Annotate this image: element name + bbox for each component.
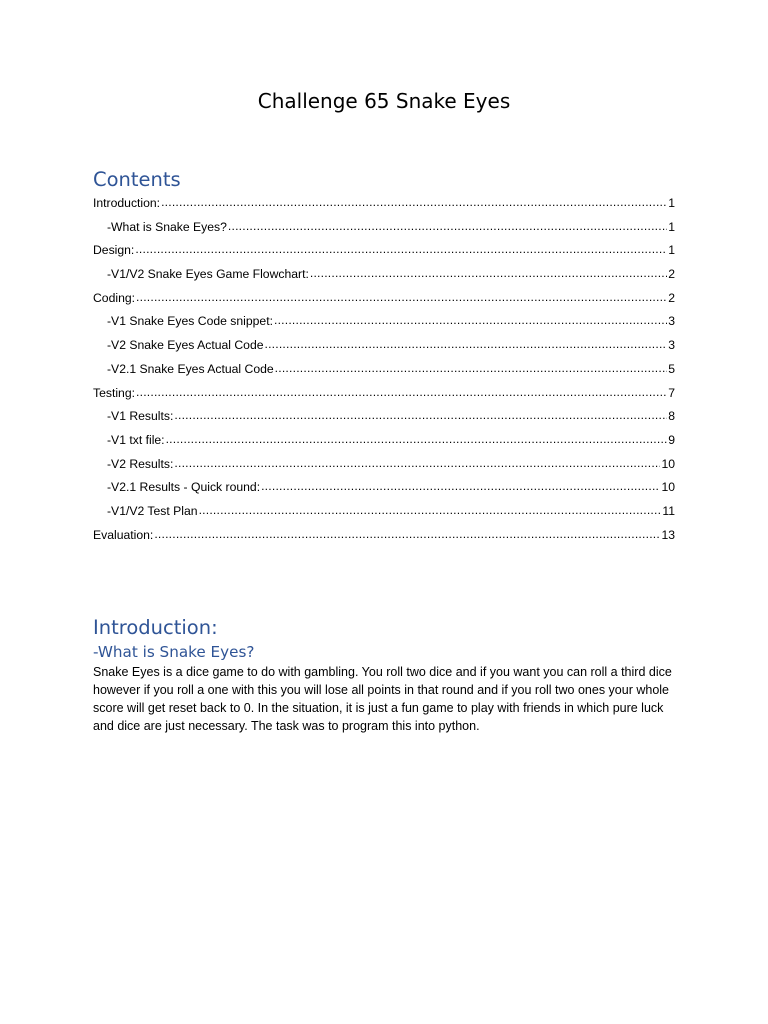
toc-dot-leader [228,216,667,236]
toc-heading: Contents [93,168,181,191]
toc-entry-what-is-snake-eyes[interactable] [93,217,675,241]
toc-entry-v2-actual-code[interactable] [93,335,675,359]
toc-dot-leader [274,310,667,330]
toc-dot-leader [275,358,668,378]
toc-dot-leader [265,334,668,354]
toc-dot-leader [166,429,668,449]
toc-entry-label: -What is Snake Eyes? [107,219,227,234]
toc-entry-label: Introduction: [93,196,161,210]
table-of-contents [93,193,675,548]
toc-entry-label: -V1 Results: [107,409,174,424]
toc-dot-leader [261,476,660,496]
toc-dot-leader [135,239,667,259]
introduction-paragraph: Snake Eyes is a dice game to do with gambling. You roll two dice and if you want you can roll a third dice however if you roll a one with this you will lose all points in that round and if you roll two ones your whole score will get reset back to 0. In the situation, it is just a fun game to play with friends in which pure luck and dice are just necessary. The task was to program this into python. [93,665,672,733]
toc-entry-page: 1 [668,196,675,210]
toc-entry-label: -V2 Snake Eyes Actual Code [107,338,264,353]
toc-entry-introduction[interactable] [93,193,675,217]
toc-entry-testing[interactable] [93,383,675,407]
toc-entry-v1-code-snippet[interactable] [93,311,675,335]
toc-entry-label: -V2.1 Results - Quick round: [107,480,261,495]
toc-entry-page: 2 [668,267,675,282]
toc-entry-page: 5 [668,361,675,376]
toc-dot-leader [174,453,660,473]
toc-entry-page: 2 [668,290,675,305]
toc-dot-leader [136,287,667,307]
toc-entry-v1-results[interactable] [93,406,675,430]
toc-entry-evaluation[interactable] [93,525,675,549]
toc-dot-leader [174,405,667,425]
toc-dot-leader [136,382,667,402]
what-is-snake-eyes-heading: -What is Snake Eyes? [93,643,255,661]
document-title: Challenge 65 Snake Eyes [257,89,511,113]
toc-entry-page: 1 [668,219,675,234]
toc-entry-v1-txt-file[interactable] [93,430,675,454]
toc-entry-flowchart[interactable] [93,264,675,288]
toc-entry-label: Testing: [93,385,136,400]
toc-entry-page: 7 [668,385,675,400]
toc-entry-label: -V2.1 Snake Eyes Actual Code [107,361,274,376]
toc-entry-page: 3 [668,314,675,329]
toc-entry-page: 8 [668,409,675,424]
toc-entry-label: -V1/V2 Snake Eyes Game Flowchart: [107,267,309,282]
toc-entry-label: Coding: [93,290,136,305]
toc-dot-leader [199,500,662,520]
toc-entry-label: -V2 Results: [107,456,174,471]
toc-entry-v2-1-actual-code[interactable] [93,359,675,383]
toc-dot-leader [154,524,660,544]
toc-dot-leader [310,263,667,283]
toc-entry-page: 1 [668,243,675,258]
toc-entry-page: 10 [661,456,675,471]
toc-entry-label: -V1/V2 Test Plan [107,503,198,518]
toc-entry-page: 3 [668,338,675,353]
toc-entry-test-plan[interactable] [93,501,675,525]
toc-entry-page: 13 [661,527,675,542]
toc-entry-label: -V1 Snake Eyes Code snippet: [107,314,273,329]
toc-entry-coding[interactable] [93,288,675,312]
toc-entry-page: 10 [661,480,675,495]
toc-entry-label: Evaluation: [93,527,154,542]
toc-entry-label: -V1 txt file: [107,432,165,447]
toc-dot-leader [161,192,667,212]
toc-entry-v2-results[interactable] [93,454,675,478]
introduction-heading: Introduction: [93,616,218,639]
toc-entry-design[interactable] [93,240,675,264]
toc-entry-page: 9 [668,432,675,447]
toc-entry-v2-1-results-quick-round[interactable] [93,477,675,501]
toc-entry-page: 11 [662,503,675,518]
toc-entry-label: Design: [93,243,135,258]
